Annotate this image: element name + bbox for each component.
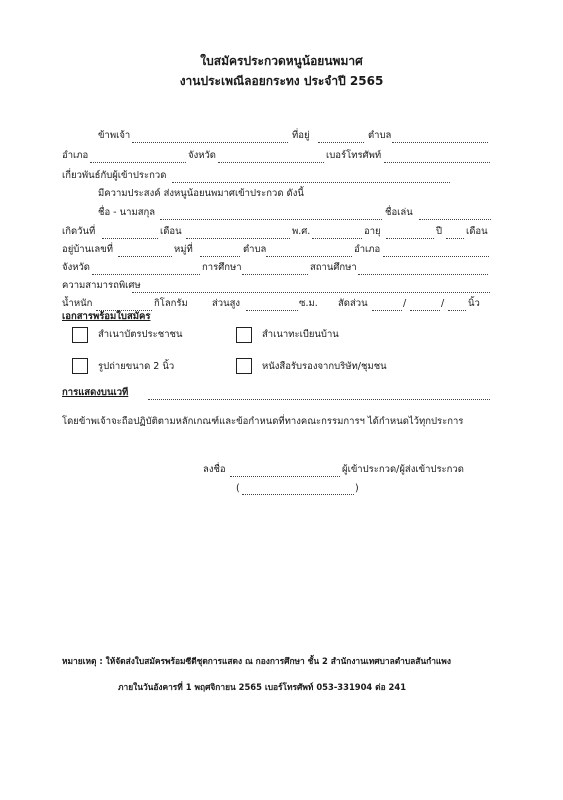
signature-field[interactable] [230, 476, 340, 477]
nickname-field[interactable] [419, 219, 491, 220]
nickname-label: ชื่อเล่น [385, 207, 413, 218]
district2-label: อำเภอ [354, 244, 381, 255]
printed-name-field[interactable] [242, 494, 354, 495]
photo-checkbox[interactable] [72, 358, 88, 374]
weight-label: น้ำหนัก [62, 298, 93, 309]
born-year-field[interactable] [312, 238, 362, 239]
district2-field[interactable] [383, 256, 489, 257]
applicant-field[interactable] [132, 142, 288, 143]
footer-deadline: ภายในวันอังคารที่ 1 พฤศจิกายน 2565 เบอร์โทรศัพท์ 053-331904 ต่อ 241 [118, 682, 407, 692]
house-no-label: อยู่บ้านเลขที่ [62, 244, 113, 255]
months-label: เดือน [466, 226, 488, 237]
documents-heading: เอกสารพร้อมใบสมัคร [62, 311, 151, 322]
house-registration-checkbox[interactable] [236, 327, 252, 343]
age-months-field[interactable] [446, 238, 464, 239]
subdistrict-field[interactable] [392, 142, 488, 143]
proportions-label: สัดส่วน [338, 298, 368, 309]
waist-field[interactable] [410, 310, 440, 311]
house-no-field[interactable] [118, 256, 172, 257]
sign-label: ลงชื่อ [203, 464, 226, 475]
moo-label: หมู่ที่ [174, 244, 193, 255]
hip-field[interactable] [448, 310, 466, 311]
name-label: ชื่อ - นามสกุล [98, 207, 156, 218]
signer-role: ผู้เข้าประกวด/ผู้ส่งเข้าประกวด [342, 464, 464, 475]
photo-label: รูปถ่ายขนาด 2 นิ้ว [98, 361, 175, 372]
province-label: จังหวัด [188, 150, 216, 161]
phone-label: เบอร์โทรศัพท์ [326, 150, 382, 161]
sep1: / [403, 298, 407, 309]
paren-close: ) [355, 483, 359, 494]
intent-text: มีความประสงค์ ส่งหนูน้อยนพมาศเข้าประกวด ดังนี้ [98, 188, 304, 199]
footer-note: หมายเหตุ : ให้จัดส่งใบสมัครพร้อมซีดีชุดการแสดง ณ กองการศึกษา ชั้น 2 สำนักงานเทศบาลตำบลสันกำแพง [62, 656, 451, 666]
province2-field[interactable] [92, 274, 200, 275]
province2-label: จังหวัด [62, 262, 90, 273]
height-label: ส่วนสูง [212, 298, 241, 309]
subdistrict-label: ตำบล [368, 130, 392, 141]
relation-label: เกี่ยวพันธ์กับผู้เข้าประกวด [62, 170, 167, 181]
applicant-label: ข้าพเจ้า [98, 130, 131, 141]
form-title: ใบสมัครประกวดหนูน้อยนพมาศ [200, 54, 363, 68]
paren-open: ( [236, 483, 240, 494]
form-subtitle: งานประเพณีลอยกระทง ประจำปี 2565 [179, 74, 384, 88]
performance-field[interactable] [148, 399, 490, 400]
inch-label: นิ้ว [468, 298, 480, 309]
ability-label: ความสามารถพิเศษ [62, 280, 141, 291]
relation-field[interactable] [172, 182, 450, 183]
month-label: เดือน [160, 226, 182, 237]
years-label: ปี [436, 226, 443, 237]
address-field[interactable] [318, 142, 364, 143]
education-label: การศึกษา [202, 262, 242, 273]
subdistrict2-field[interactable] [266, 256, 352, 257]
age-years-field[interactable] [386, 238, 434, 239]
address-label: ที่อยู่ [292, 130, 310, 141]
ability-field[interactable] [132, 292, 490, 293]
district-field[interactable] [90, 162, 186, 163]
be-label: พ.ศ. [292, 226, 311, 237]
kg-label: กิโลกรัม [154, 298, 188, 309]
id-card-label: สำเนาบัตรประชาชน [98, 329, 183, 340]
school-label: สถานศึกษา [310, 262, 357, 273]
certificate-checkbox[interactable] [236, 358, 252, 374]
school-field[interactable] [358, 274, 488, 275]
bust-field[interactable] [372, 310, 402, 311]
province-field[interactable] [218, 162, 324, 163]
house-registration-label: สำเนาทะเบียนบ้าน [262, 329, 339, 340]
phone-field[interactable] [384, 162, 490, 163]
certificate-label: หนังสือรับรองจากบริษัท/ชุมชน [262, 361, 387, 372]
performance-heading: การแสดงบนเวที [62, 387, 129, 398]
sep2: / [441, 298, 445, 309]
cm-label: ซ.ม. [299, 298, 318, 309]
born-label: เกิดวันที่ [62, 226, 96, 237]
agreement-text: โดยข้าพเจ้าจะถือปฏิบัติตามหลักเกณฑ์และข้อกำหนดที่ทางคณะกรรมการฯ ได้กำหนดไว้ทุกประการ [62, 416, 464, 427]
district-label: อำเภอ [62, 150, 89, 161]
name-field[interactable] [160, 219, 382, 220]
age-label: อายุ [364, 226, 381, 237]
education-field[interactable] [242, 274, 308, 275]
height-field[interactable] [246, 310, 298, 311]
moo-field[interactable] [200, 256, 240, 257]
born-month-field[interactable] [186, 238, 290, 239]
subdistrict2-label: ตำบล [243, 244, 267, 255]
born-day-field[interactable] [102, 238, 158, 239]
id-card-checkbox[interactable] [72, 327, 88, 343]
